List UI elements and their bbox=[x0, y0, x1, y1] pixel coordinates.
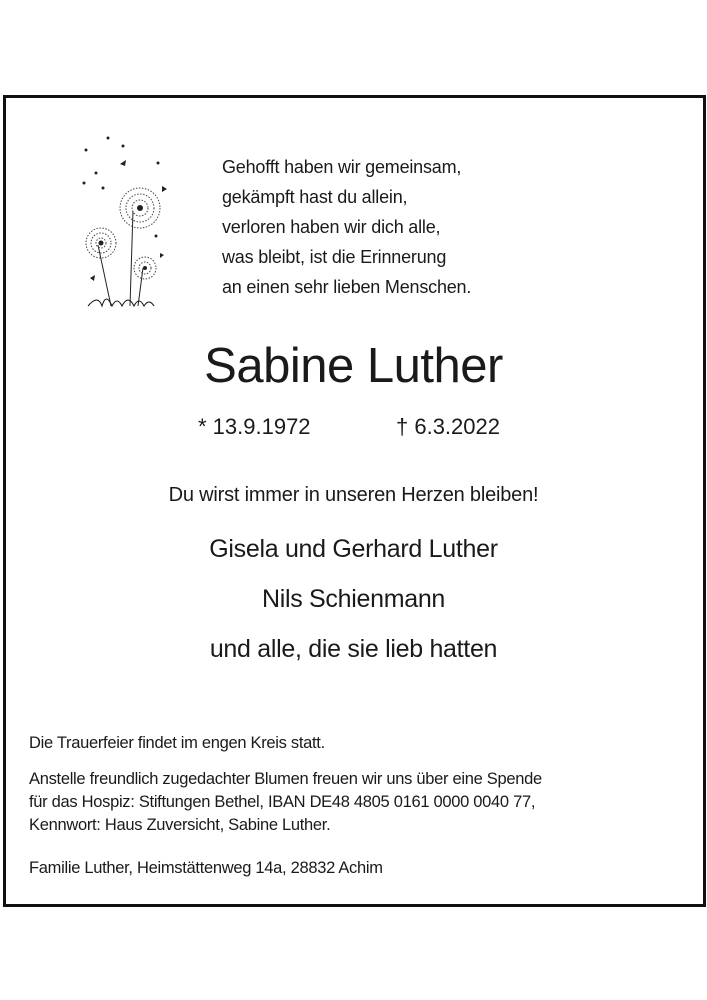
donation-line: Anstelle freundlich zugedachter Blumen freuen wir uns über eine Spende bbox=[29, 770, 542, 788]
poem-line: verloren haben wir dich alle, bbox=[222, 217, 441, 237]
poem-line: was bleibt, ist die Erinnerung bbox=[222, 247, 447, 267]
mourner-line: Nils Schienmann bbox=[261, 585, 446, 613]
poem-line: an einen sehr lieben Menschen. bbox=[222, 277, 472, 297]
poem-line: Gehofft haben wir gemeinsam, bbox=[222, 157, 462, 177]
family-address: Familie Luther, Heimstättenweg 14a, 28832 Achim bbox=[29, 859, 383, 877]
donation-note bbox=[29, 768, 542, 837]
death-date: † 6.3.2022 bbox=[396, 414, 500, 439]
birth-date: * 13.9.1972 bbox=[198, 414, 311, 439]
donation-line: Kennwort: Haus Zuversicht, Sabine Luther. bbox=[29, 816, 331, 834]
poem bbox=[222, 152, 471, 302]
mourner-line: Gisela und Gerhard Luther bbox=[209, 535, 498, 563]
motto: Du wirst immer in unseren Herzen bleiben! bbox=[168, 484, 539, 506]
funeral-note: Die Trauerfeier findet im engen Kreis statt. bbox=[29, 734, 325, 752]
dandelion-illustration-icon bbox=[78, 128, 168, 318]
donation-line: für das Hospiz: Stiftungen Bethel, IBAN DE48 4805 0161 0000 0040 77, bbox=[29, 793, 536, 811]
poem-line: gekämpft hast du allein, bbox=[222, 187, 408, 207]
mourner-line: und alle, die sie lieb hatten bbox=[209, 635, 498, 663]
deceased-name: Sabine Luther bbox=[204, 339, 503, 393]
